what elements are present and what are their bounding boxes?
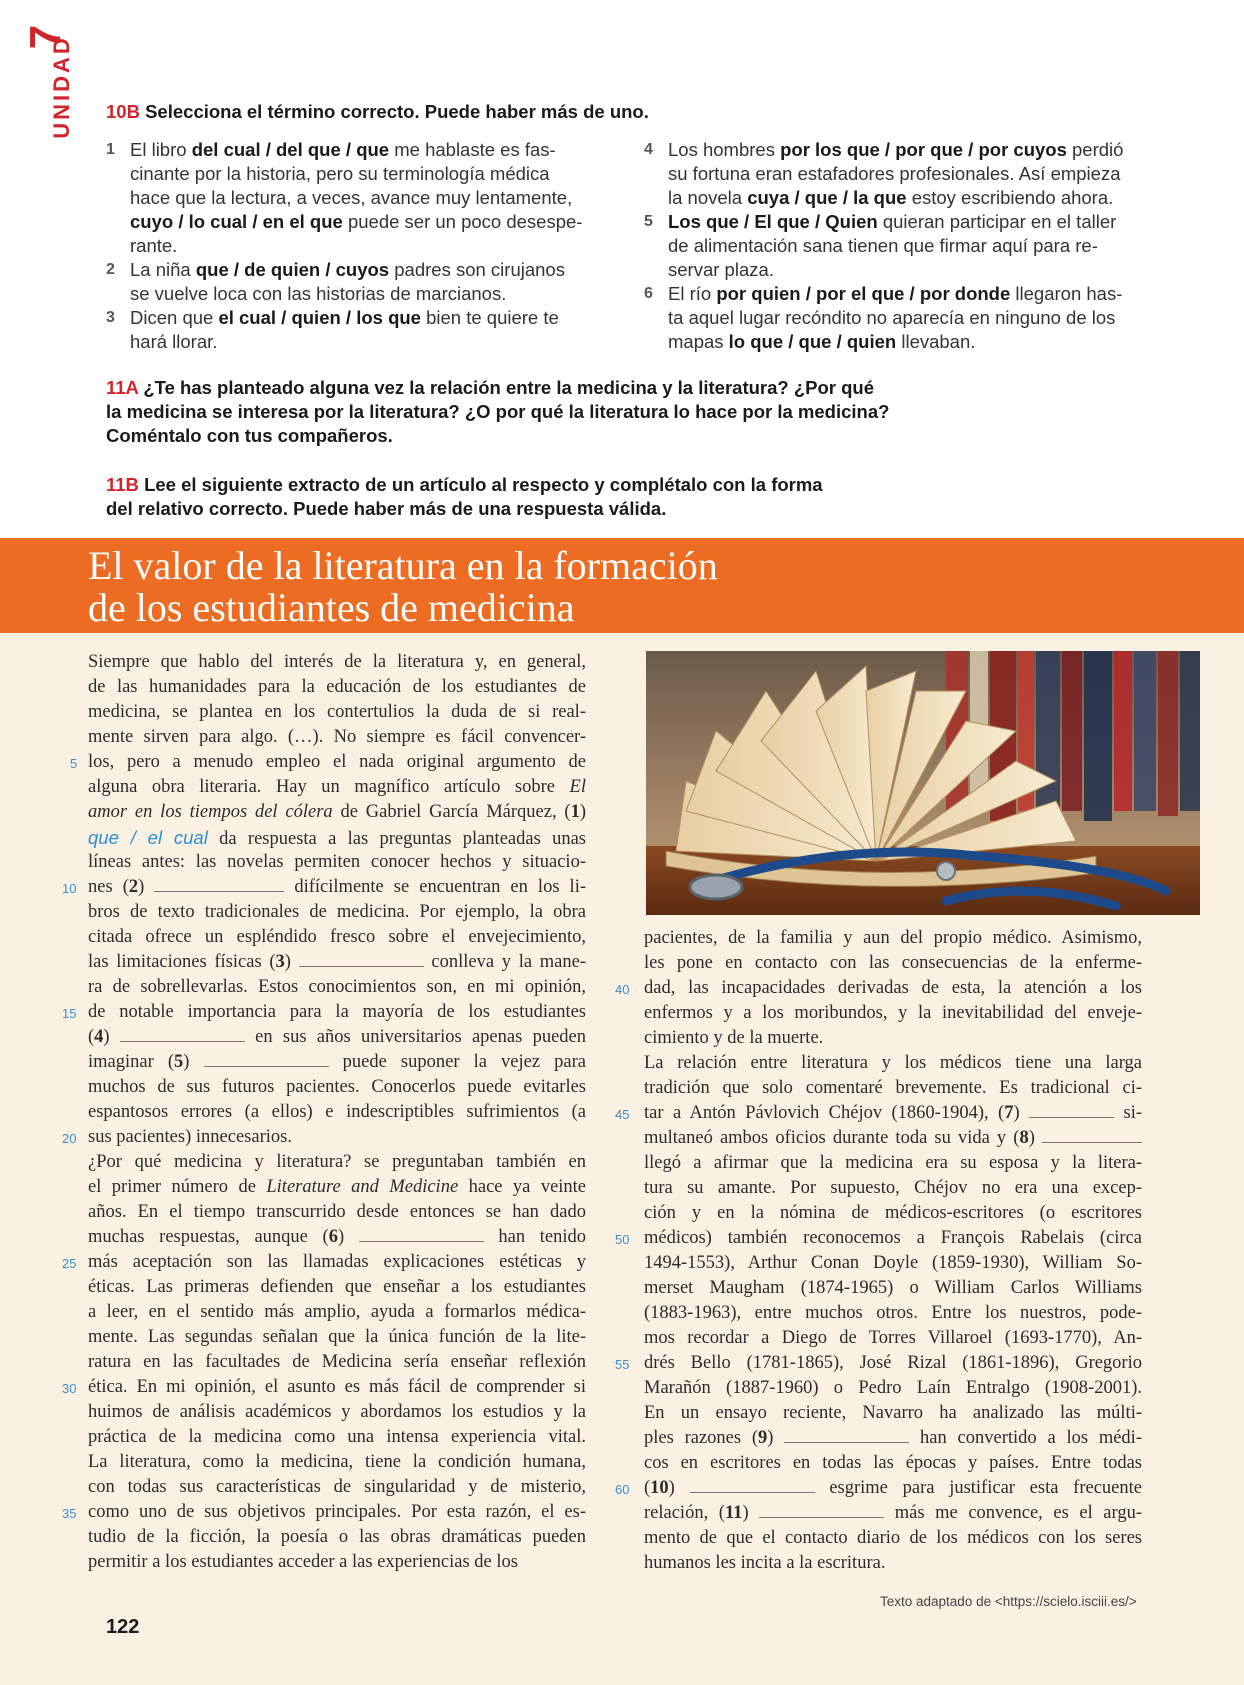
exercise-10b-left-column (106, 138, 596, 354)
article-line (644, 1026, 1142, 1051)
option-choices[interactable]: el cual / quien / los que (218, 307, 421, 328)
article-column-left (88, 650, 586, 1575)
article-line (644, 1376, 1142, 1401)
option-choices[interactable]: cuya / que / la que (747, 187, 907, 208)
text-segment: muchas respuestas, aunque ( (88, 1227, 329, 1247)
text-segment: de alimentación sana tienen que firmar aquí para re- (668, 235, 1098, 256)
text-segment: ( (88, 1027, 95, 1047)
exercise-line: del relativo correcto. Puede haber más de una respuesta válida. (106, 498, 667, 519)
article-line (88, 950, 586, 975)
text-segment: se vuelve loca con las historias de marcianos. (130, 283, 507, 304)
text-segment: quieran participar en el taller (877, 211, 1117, 232)
item-line (668, 282, 1134, 306)
article-line (88, 850, 586, 875)
article-line (644, 1426, 1142, 1451)
item-number: 1 (106, 141, 115, 158)
article-line (88, 1125, 586, 1150)
text-segment: si- (1114, 1103, 1142, 1123)
text-segment: tudio de la ficción, la poesía o las obras dramáticas pueden (88, 1527, 586, 1547)
text-segment: mapas (668, 331, 729, 352)
answer-blank[interactable] (204, 1052, 329, 1067)
item-line (668, 258, 1134, 282)
item-line (668, 186, 1134, 210)
line-number: 60 (615, 1482, 630, 1497)
text-segment: rante. (130, 235, 178, 256)
article-line (88, 675, 586, 700)
text-segment: práctica de la medicina como una intensa experiencia vital. (88, 1427, 586, 1447)
bold-text: 1 (570, 802, 580, 822)
text-segment: El río (668, 283, 717, 304)
bold-text: 5 (174, 1052, 184, 1072)
italic-title: Literature and Medicine (266, 1177, 459, 1197)
text-segment: los, pero a menudo empleo el nada original argumento de (88, 752, 586, 772)
option-choices[interactable]: por quien / por el que / por donde (716, 283, 1011, 304)
text-segment: da respuesta a las preguntas planteadas unas (207, 829, 587, 849)
bold-text: 2 (128, 877, 139, 897)
italic-title: amor en los tiempos del cólera (88, 802, 333, 822)
article-line (644, 1151, 1142, 1176)
exercise-11a-heading (106, 376, 1166, 448)
text-segment: con todas sus características de singularidad y de misterio, (88, 1477, 586, 1497)
text-segment: imaginar ( (88, 1052, 175, 1072)
item-line (130, 330, 596, 354)
article-line (88, 1400, 586, 1425)
text-segment: La niña (130, 259, 196, 280)
exercise-10b-right-column (644, 138, 1134, 354)
answer-blank[interactable] (759, 1503, 884, 1518)
option-choices[interactable]: Los que / El que / Quien (668, 211, 878, 232)
exercise-item (106, 306, 596, 354)
article-line (644, 951, 1142, 976)
text-segment: ) (742, 1503, 760, 1523)
text-segment: esgrime para justificar esta frecuente (814, 1478, 1142, 1498)
article-line (88, 1225, 586, 1250)
bold-text: 8 (1019, 1128, 1029, 1148)
line-number: 25 (62, 1256, 77, 1271)
item-line (130, 138, 596, 162)
article-line (644, 1076, 1142, 1101)
article-line (88, 1475, 586, 1500)
text-segment: cos en escritores en todas las épocas y países. Entre todas (644, 1453, 1142, 1473)
text-segment: ratura en las facultades de Medicina sería enseñar reflexión (88, 1352, 586, 1372)
text-segment: alguna obra literaria. Hay un magnífico artículo sobre (88, 777, 570, 797)
text-segment: el primer número de (88, 1177, 267, 1197)
item-line (130, 210, 596, 234)
article-line (644, 1276, 1142, 1301)
item-number: 5 (644, 213, 653, 230)
text-segment: de las humanidades para la educación de los estudiantes de (88, 677, 586, 697)
text-segment: puede ser un poco desespe- (342, 211, 583, 232)
text-segment: servar plaza. (668, 259, 774, 280)
item-line (130, 282, 596, 306)
article-line (88, 925, 586, 950)
item-line (130, 306, 596, 330)
text-segment: Dicen que (130, 307, 219, 328)
text-segment: cimiento y de la muerte. (644, 1028, 824, 1048)
item-number: 6 (644, 285, 653, 302)
text-segment: ) (138, 877, 155, 897)
text-segment: han convertido a los médi- (909, 1428, 1142, 1448)
text-segment: su fortuna eran estafadores profesionales. Así empieza (668, 163, 1121, 184)
answer-blank[interactable] (1029, 1103, 1114, 1118)
text-segment: llegaron has- (1010, 283, 1123, 304)
text-segment: ) (1028, 1128, 1042, 1148)
text-segment: La relación entre literatura y los médicos tiene una larga (644, 1053, 1142, 1073)
article-line (644, 926, 1142, 951)
answer-blank[interactable] (154, 877, 284, 892)
page-number: 122 (106, 1616, 140, 1638)
exercise-item (644, 138, 1134, 210)
article-line (88, 1550, 586, 1575)
article-line (644, 1201, 1142, 1226)
article-line (88, 975, 586, 1000)
bold-text: 9 (758, 1428, 768, 1448)
article-column-right (644, 926, 1142, 1576)
text-segment: (1883-1963), entre muchos otros. Entre los nuestros, pode- (644, 1303, 1142, 1323)
text-segment: relación, ( (644, 1503, 725, 1523)
text-segment: ples razones ( (644, 1428, 759, 1448)
article-line (644, 1326, 1142, 1351)
text-segment: espantosos errores (a ellos) e indescriptibles sufrimientos (a (88, 1102, 586, 1122)
text-segment: permitir a los estudiantes acceder a las experiencias de los (88, 1552, 518, 1572)
text-segment: hace que la lectura, a veces, avance muy lentamente, (130, 187, 573, 208)
article-line (644, 1451, 1142, 1476)
line-number: 55 (615, 1357, 630, 1372)
exercise-instruction: Selecciona el término correcto. Puede haber más de uno. (145, 101, 649, 122)
text-segment: tradición que solo comentaré brevemente. Es tradicional ci- (644, 1078, 1142, 1098)
text-segment: huimos de análisis académicos y abordamos los estudios y la (88, 1402, 586, 1422)
text-segment: puede suponer la vejez para (328, 1052, 586, 1072)
text-segment: estoy escribiendo ahora. (906, 187, 1114, 208)
text-segment: tura su amante. Por supuesto, Chéjov no era una excep- (644, 1178, 1142, 1198)
article-line (644, 1001, 1142, 1026)
exercise-11b-heading (106, 473, 1166, 521)
item-line (130, 162, 596, 186)
exercise-code: 10B (106, 101, 140, 122)
article-line (88, 1450, 586, 1475)
text-segment: Marañón (1887-1960) o Pedro Laín Entralgo (1908-2001). (644, 1378, 1142, 1398)
text-segment: mente. Las segundas señalan que la única función de la lite- (88, 1327, 586, 1347)
text-segment: ) (103, 1027, 120, 1047)
article-line (644, 1101, 1142, 1126)
text-segment: padres son cirujanos (389, 259, 565, 280)
article-line (88, 1300, 586, 1325)
option-choices[interactable]: cuyo / lo cual / en el que (130, 211, 343, 232)
item-line (668, 330, 1134, 354)
article-line (88, 1250, 586, 1275)
line-number: 35 (62, 1506, 77, 1521)
answer-blank[interactable] (1042, 1128, 1142, 1143)
text-segment: ética. En mi opinión, el asunto es más fácil de comprender si (88, 1377, 586, 1397)
exercise-code: 11B (106, 474, 139, 495)
text-segment: medicina, se plantea en los contertulios la duda de si real- (88, 702, 586, 722)
text-segment: mento de que el contacto diario de los médicos con los seres (644, 1528, 1142, 1548)
text-segment: drés Bello (1781-1865), José Rizal (1861-1896), Gregorio (644, 1353, 1142, 1373)
text-segment: Siempre que hablo del interés de la literatura y, en general, (88, 652, 586, 672)
exercise-item (644, 282, 1134, 354)
bold-text: 11 (724, 1503, 743, 1523)
text-segment: ) (337, 1227, 359, 1247)
text-segment: mos recordar a Diego de Torres Villaroel (1693-1770), An- (644, 1328, 1142, 1348)
text-segment: ( (644, 1478, 651, 1498)
answer-blank[interactable] (784, 1428, 909, 1443)
text-segment: pacientes, de la familia y aun del propio médico. Asimismo, (644, 928, 1142, 948)
article-line (88, 1025, 586, 1050)
text-segment: llegó a afirmar que la medicina era su esposa y la litera- (644, 1153, 1142, 1173)
article-line (88, 1325, 586, 1350)
answer-blank[interactable] (359, 1227, 484, 1242)
exercise-line: ¿Te has planteado alguna vez la relación entre la medicina y la literatura? ¿Por qué (143, 377, 874, 398)
answer-blank[interactable] (690, 1478, 815, 1493)
article-line (644, 1401, 1142, 1426)
exercise-code: 11A (106, 377, 139, 398)
text-segment: ) (767, 1428, 785, 1448)
text-segment: cinante por la historia, pero su terminología médica (130, 163, 550, 184)
article-line (88, 1425, 586, 1450)
text-segment: enfermos y a los moribundos, y la inevitabilidad del enveje- (644, 1003, 1142, 1023)
article-line (88, 1075, 586, 1100)
line-number: 30 (62, 1381, 77, 1396)
text-segment: más aceptación son las llamadas explicaciones estéticas y (88, 1252, 586, 1272)
article-line (644, 1051, 1142, 1076)
unit-number: 7 (21, 24, 71, 50)
option-choices[interactable]: que / de quien / cuyos (195, 259, 390, 280)
text-segment: bien te quiere te (420, 307, 559, 328)
text-segment: Los hombres (668, 139, 781, 160)
text-segment: les pone en contacto con las consecuencias de la enferme- (644, 953, 1142, 973)
unit-label: UNIDAD (49, 35, 74, 139)
item-line (668, 210, 1134, 234)
line-number: 40 (615, 982, 630, 997)
article-line (88, 875, 586, 900)
text-segment: bros de texto tradicionales de medicina. Por ejemplo, la obra (88, 902, 586, 922)
article-line (644, 1351, 1142, 1376)
bold-text: 10 (650, 1478, 669, 1498)
article-title (88, 545, 1188, 629)
text-segment: sus pacientes) innecesarios. (88, 1127, 292, 1147)
text-segment: ) (579, 802, 586, 822)
text-segment: en sus años universitarios apenas pueden (244, 1027, 586, 1047)
article-line (88, 700, 586, 725)
text-segment: me hablaste es fas- (389, 139, 556, 160)
option-choices[interactable]: del cual / del que / que (191, 139, 390, 160)
exercise-10b-heading (106, 100, 1166, 124)
text-segment: multaneó ambos oficios durante toda su vida y ( (644, 1128, 1020, 1148)
article-line (88, 1200, 586, 1225)
text-segment: médicos) también reconocemos a François Rabelais (circa (644, 1228, 1142, 1248)
text-segment: El libro (130, 139, 192, 160)
answer-blank[interactable] (299, 952, 424, 967)
option-choices[interactable]: por los que / por que / por cuyos (780, 139, 1067, 160)
text-segment: más me convence, es el argu- (884, 1503, 1142, 1523)
text-segment: muchos de sus futuros pacientes. Conocerlos puede evitarles (88, 1077, 586, 1097)
article-line (88, 900, 586, 925)
exercise-line: Coméntalo con tus compañeros. (106, 425, 393, 446)
article-line (644, 1551, 1142, 1576)
bold-text: 4 (94, 1027, 104, 1047)
text-segment: ) (668, 1478, 690, 1498)
bold-text: 3 (275, 952, 285, 972)
item-number: 4 (644, 141, 653, 158)
article-line (644, 1301, 1142, 1326)
article-line (88, 1050, 586, 1075)
item-line (668, 306, 1134, 330)
text-segment: ¿Por qué medicina y literatura? se preguntaban también en (88, 1152, 586, 1172)
text-segment: hará llorar. (130, 331, 218, 352)
text-segment: de Gabriel García Márquez, ( (332, 802, 571, 822)
example-answer: que / el cual (88, 827, 208, 848)
book-stethoscope-illustration (646, 651, 1200, 915)
article-line (644, 1226, 1142, 1251)
text-segment: años. En el tiempo transcurrido desde entonces se han dado (88, 1202, 586, 1222)
article-line (88, 1500, 586, 1525)
exercise-line: la medicina se interesa por la literatura? ¿O por qué la literatura lo hace por la medicina? (106, 401, 890, 422)
bold-text: 6 (328, 1227, 338, 1247)
article-line (88, 1275, 586, 1300)
article-line (88, 800, 586, 825)
item-line (130, 186, 596, 210)
article-title-line: de los estudiantes de medicina (88, 585, 575, 630)
option-choices[interactable]: lo que / que / quien (728, 331, 897, 352)
text-segment: mente sirven para algo. (…). No siempre es fácil convencer- (88, 727, 586, 747)
text-segment: En un ensayo reciente, Navarro ha analizado las múlti- (644, 1403, 1142, 1423)
article-line (644, 976, 1142, 1001)
article-line (644, 1176, 1142, 1201)
article-line (644, 1126, 1142, 1151)
text-segment: difícilmente se encuentran en los li- (284, 877, 586, 897)
exercise-item (644, 210, 1134, 282)
text-segment: llevaban. (896, 331, 976, 352)
line-number: 10 (62, 881, 77, 896)
item-line (668, 234, 1134, 258)
text-segment: humanos les incita a la escritura. (644, 1553, 886, 1573)
text-segment: ra de sobrellevarlas. Estos conocimientos son, en mi opinión, (88, 977, 586, 997)
line-number: 45 (615, 1107, 630, 1122)
article-line (88, 775, 586, 800)
article-line (88, 1350, 586, 1375)
item-line (130, 234, 596, 258)
article-line (88, 1525, 586, 1550)
article-line (644, 1251, 1142, 1276)
text-segment: tar a Antón Pávlovich Chéjov (1860-1904), ( (644, 1103, 1005, 1123)
article-line (88, 650, 586, 675)
text-segment: las limitaciones físicas ( (88, 952, 276, 972)
item-number: 3 (106, 309, 115, 326)
exercise-item (106, 138, 596, 258)
article-line (88, 1150, 586, 1175)
text-segment: ta aquel lugar recóndito no aparecía en ninguno de los (668, 307, 1116, 328)
text-segment: nes ( (88, 877, 129, 897)
line-number: 50 (615, 1232, 630, 1247)
answer-blank[interactable] (120, 1027, 245, 1042)
line-number: 5 (70, 756, 78, 771)
bold-text: 7 (1004, 1103, 1014, 1123)
line-number: 20 (62, 1131, 77, 1146)
article-line (88, 725, 586, 750)
article-line (644, 1526, 1142, 1551)
article-line (88, 825, 586, 850)
text-segment: líneas antes: las novelas permiten conocer hechos y situacio- (88, 852, 586, 872)
text-segment: La literatura, como la medicina, tiene la condición humana, (88, 1452, 586, 1472)
article-line (88, 750, 586, 775)
text-segment: perdió (1066, 139, 1124, 160)
text-segment: ) (1013, 1103, 1030, 1123)
text-segment: de notable importancia para la mayoría de los estudiantes (88, 1002, 586, 1022)
text-segment: 1494-1553), Arthur Conan Doyle (1859-1930), William So- (644, 1253, 1142, 1273)
article-line (88, 1000, 586, 1025)
italic-title: El (569, 777, 586, 797)
exercise-line: Lee el siguiente extracto de un artículo al respecto y complétalo con la forma (144, 474, 823, 495)
item-line (668, 138, 1134, 162)
text-segment: ) (284, 952, 299, 972)
text-segment: han tenido (483, 1227, 586, 1247)
article-title-line: El valor de la literatura en la formación (88, 543, 718, 588)
line-number: 15 (62, 1006, 77, 1021)
book-stethoscope-photo (646, 651, 1200, 915)
article-line (644, 1501, 1142, 1526)
source-citation: Texto adaptado de <https://scielo.isciii.es/> (880, 1594, 1137, 1609)
text-segment: citada ofrece un espléndido fresco sobre el envejecimiento, (88, 927, 586, 947)
article-line (88, 1175, 586, 1200)
article-line (88, 1100, 586, 1125)
article-line (88, 1375, 586, 1400)
text-segment: conlleva y la mane- (423, 952, 586, 972)
article-line (644, 1476, 1142, 1501)
unit-tab (21, 20, 78, 150)
exercise-item (106, 258, 596, 306)
item-line (668, 162, 1134, 186)
text-segment: merset Maugham (1874-1965) o William Carlos Williams (644, 1278, 1142, 1298)
item-number: 2 (106, 261, 115, 278)
text-segment: como uno de sus objetivos principales. Por esta razón, el es- (88, 1502, 586, 1522)
text-segment: éticas. Las primeras defienden que enseñar a los estudiantes (88, 1277, 586, 1297)
text-segment: dad, las incapacidades derivadas de esta, la atención a los (644, 978, 1142, 998)
text-segment: ción y en la nómina de médicos-escritores (o escritores (644, 1203, 1142, 1223)
text-segment: a leer, en el sentido más amplio, ayuda a formarlos médica- (88, 1302, 586, 1322)
text-segment: ) (183, 1052, 204, 1072)
text-segment: la novela (668, 187, 748, 208)
article-title-banner (0, 538, 1244, 633)
text-segment: hace ya veinte (458, 1177, 587, 1197)
item-line (130, 258, 596, 282)
